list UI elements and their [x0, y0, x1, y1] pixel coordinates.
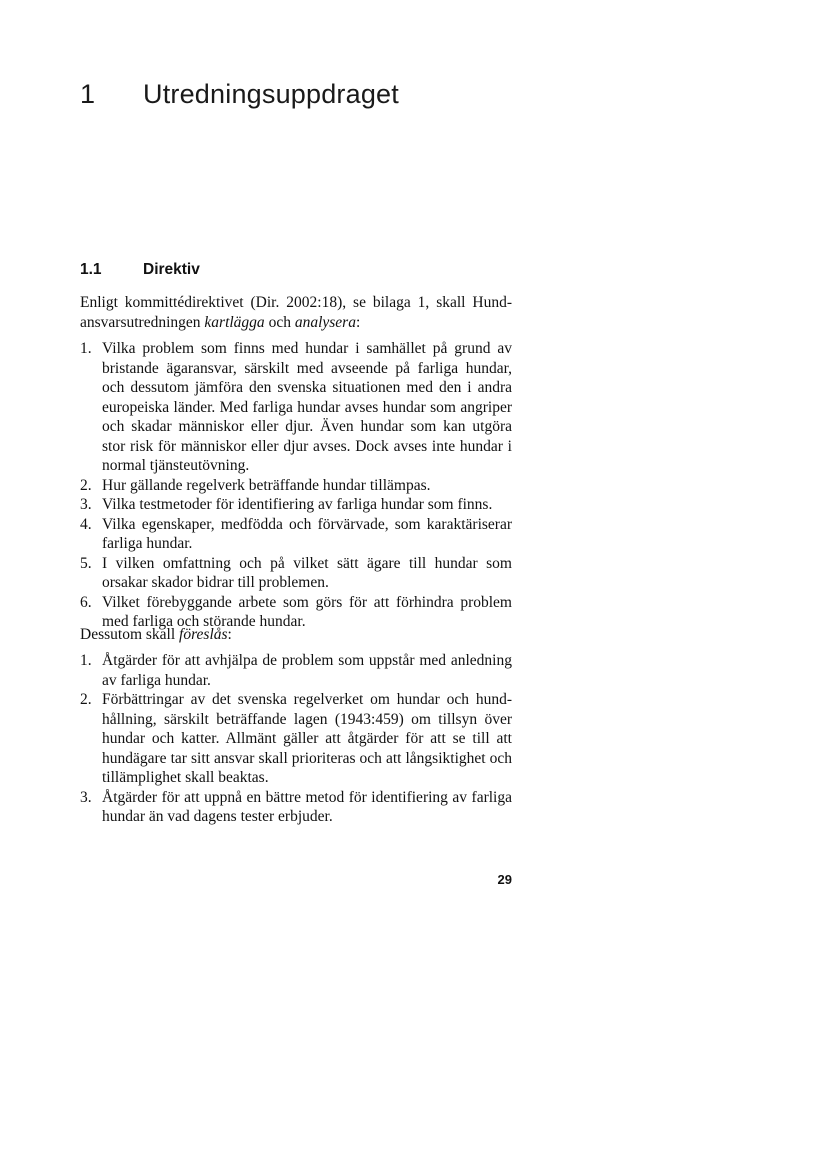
directive-list-kartlagga — [80, 339, 512, 632]
intro-text: Enligt kommittédirektivet (Dir. 2002:18), se bilaga 1, skall Hundansvarsutredningen — [80, 294, 512, 331]
list-item-text: Förbättringar av det svenska regelverket om hundar och hundhållning, särskilt beträffande lagen (1943:459) om tillsyn över hundar och katter. Allmänt gäller att åtgärder för att se till att hundägare tar sitt ansvar skall prioriteras och att långsiktighet och tillämplighet skall beaktas. — [102, 691, 512, 786]
list-item-text: Vilka testmetoder för identifiering av farliga hundar som finns. — [102, 496, 493, 513]
section-title: Direktiv — [143, 261, 200, 278]
proposal-list — [80, 651, 512, 827]
intro-emphasis-analysera: analysera — [294, 313, 356, 331]
list-marker: 3. — [80, 788, 92, 806]
list-item-text: Vilka problem som finns med hundar i samhället på grund av bristande ägaransvar, särskilt med avseende på farliga hundar, och dessutom jämföra den svenska situationen med den i andra europeiska länder. Med farliga hundar avses hundar som angriper och skadar människor eller djur. Även hundar som kan utgöra stor risk för människor eller djur avses. Dock avses inte hundar i normal tjänsteutövning. — [102, 340, 512, 474]
list-item-text: Åtgärder för att avhjälpa de problem som uppstår med anledning av farliga hundar. — [102, 652, 512, 689]
list-marker: 5. — [80, 554, 92, 572]
intro-text-end: : — [355, 313, 361, 331]
list-item-text: I vilken omfattning och på vilket sätt ägare till hundar som orsakar skador bidrar till problemen. — [102, 554, 512, 591]
list-item-text: Vilket förebyggande arbete som görs för att förhindra problem med farliga och störande hundar. — [102, 593, 512, 630]
intro-emphasis-kartlagga: kartlägga — [204, 313, 265, 331]
chapter-number: 1 — [80, 79, 96, 109]
list-marker: 4. — [80, 515, 92, 533]
proposal-emphasis-foreslas: föreslås — [179, 626, 228, 643]
list-item-text: Åtgärder för att uppnå en bättre metod för identifiering av farliga hundar än vad dagens tester erbjuder. — [102, 788, 512, 825]
list-marker: 2. — [80, 691, 92, 708]
list-item — [80, 690, 512, 788]
proposal-intro-text: Dessutom skall — [80, 626, 180, 643]
intro-text-mid: och — [264, 313, 295, 331]
page-number: 29 — [497, 872, 512, 887]
intro-paragraph — [80, 293, 512, 332]
list-item — [80, 788, 512, 827]
list-item — [80, 554, 512, 593]
list-marker: 1. — [80, 340, 92, 357]
list-marker: 3. — [80, 496, 92, 513]
proposal-intro-paragraph — [80, 625, 512, 645]
list-item — [80, 651, 512, 690]
list-item — [80, 476, 512, 496]
list-item-text: Hur gällande regelverk beträffande hundar tillämpas. — [102, 476, 431, 494]
list-marker: 1. — [80, 652, 92, 669]
proposal-intro-end: : — [227, 626, 232, 643]
list-item-text: Vilka egenskaper, medfödda och förvärvade, som karaktäriserar farliga hundar. — [102, 515, 512, 552]
section-number: 1.1 — [80, 261, 102, 278]
list-item — [80, 515, 512, 554]
list-marker: 6. — [80, 593, 92, 611]
section-heading — [80, 261, 200, 285]
chapter-heading — [80, 79, 399, 119]
list-item — [80, 339, 512, 476]
list-marker: 2. — [80, 476, 92, 494]
chapter-title: Utredningsuppdraget — [143, 79, 399, 109]
list-item — [80, 495, 512, 515]
